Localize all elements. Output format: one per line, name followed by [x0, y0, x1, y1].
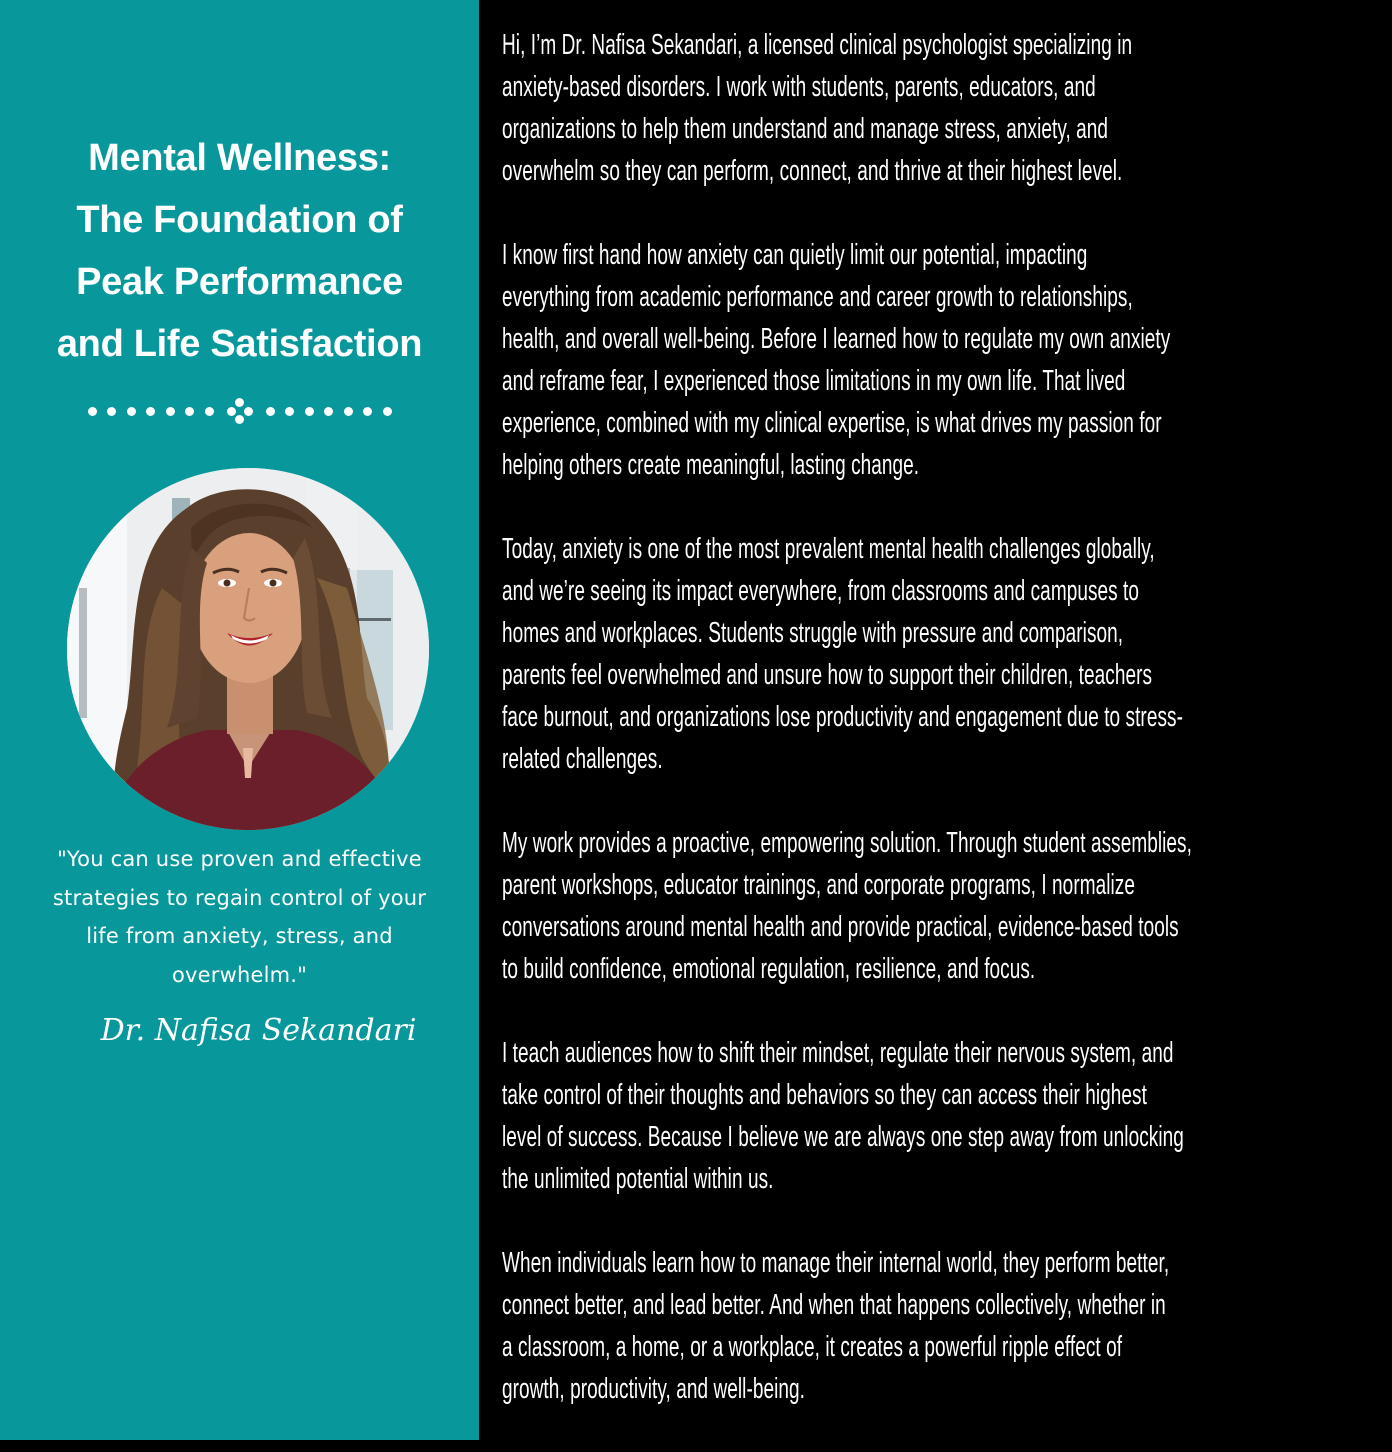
dot-icon: [383, 407, 392, 416]
bio-paragraph-solution: [502, 822, 1392, 990]
bio-line: I know first hand how anxiety can quietly limit our potential, impacting: [502, 239, 1088, 271]
bio-line: health, and overall well-being. Before I learned how to regulate my own anxiety: [502, 323, 1171, 355]
bio-line: and we’re seeing its impact everywhere, from classrooms and campuses to: [502, 575, 1140, 607]
ornamental-divider: [0, 396, 479, 426]
dot-icon: [107, 407, 116, 416]
bio-line: overwhelm so they can perform, connect, and thrive at their highest level.: [502, 155, 1123, 187]
quote-line: "You can use proven and effective: [57, 847, 422, 871]
bio-paragraph-impact: [502, 1242, 1392, 1410]
bio-paragraph-personal-experience: [502, 234, 1392, 486]
testimonial-quote: [0, 840, 479, 994]
bio-line: conversations around mental health and provide practical, evidence-based tools: [502, 911, 1179, 943]
bio-line: My work provides a proactive, empowering solution. Through student assemblies,: [502, 827, 1192, 859]
bio-line: take control of their thoughts and behaviors so they can access their highest: [502, 1079, 1147, 1111]
bio-line: Today, anxiety is one of the most prevalent mental health challenges globally,: [502, 533, 1155, 565]
bio-line: the unlimited potential within us.: [502, 1163, 774, 1195]
page-title: [0, 127, 479, 375]
bio-line: growth, productivity, and well-being.: [502, 1373, 805, 1405]
title-line: and Life Satisfaction: [56, 323, 423, 366]
bio-line: Hi, I’m Dr. Nafisa Sekandari, a licensed clinical psychologist specializing in: [502, 29, 1133, 61]
dot-icon: [88, 407, 97, 416]
title-line: The Foundation of: [76, 199, 403, 242]
dot-icon: [127, 407, 136, 416]
quote-line: overwhelm.": [171, 962, 308, 987]
bio-line: related challenges.: [502, 743, 663, 775]
bio-line: a classroom, a home, or a workplace, it creates a powerful ripple effect of: [502, 1331, 1123, 1363]
bio-line: homes and workplaces. Students struggle with pressure and comparison,: [502, 617, 1124, 649]
title-line: Peak Performance: [76, 261, 403, 304]
bio-text: [502, 24, 1392, 1452]
quote-line: strategies to regain control of your: [52, 885, 427, 910]
bio-paragraph-intro: [502, 24, 1392, 192]
bio-line: organizations to help them understand and manage stress, anxiety, and: [502, 113, 1109, 145]
bio-line: parent workshops, educator trainings, and corporate programs, I normalize: [502, 869, 1135, 901]
dot-icon: [344, 407, 353, 416]
bio-line: and reframe fear, I experienced those limitations in my own life. That lived: [502, 365, 1126, 397]
bio-paragraph-teaching: [502, 1032, 1392, 1200]
bio-line: face burnout, and organizations lose productivity and engagement due to stress-: [502, 701, 1183, 733]
bio-line: I teach audiences how to shift their mindset, regulate their nervous system, and: [502, 1037, 1174, 1069]
dot-icon: [285, 407, 294, 416]
title-line: Mental Wellness:: [88, 137, 391, 180]
dot-icon: [305, 407, 314, 416]
bio-line: When individuals learn how to manage their internal world, they perform better,: [502, 1247, 1170, 1279]
divider-dots-right: [266, 407, 392, 416]
bio-line: everything from academic performance and career growth to relationships,: [502, 281, 1133, 313]
left-panel: [0, 0, 479, 1440]
dot-icon: [266, 407, 275, 416]
bio-line: connect better, and lead better. And when that happens collectively, whether in: [502, 1289, 1166, 1321]
bio-paragraph-problem: [502, 528, 1392, 780]
divider-dots-left: [88, 407, 214, 416]
bio-line: helping others create meaningful, lasting change.: [502, 449, 920, 481]
quote-line: life from anxiety, stress, and: [86, 924, 393, 948]
bio-line: to build confidence, emotional regulation, resilience, and focus.: [502, 953, 1036, 985]
dot-icon: [166, 407, 175, 416]
bio-line: parents feel overwhelmed and unsure how to support their children, teachers: [502, 659, 1153, 691]
dot-icon: [205, 407, 214, 416]
bio-line: experience, combined with my clinical expertise, is what drives my passion for: [502, 407, 1162, 439]
four-petal-ornament-icon: [225, 396, 255, 426]
portrait-photo: [67, 468, 429, 830]
dot-icon: [324, 407, 333, 416]
bio-line: level of success. Because I believe we are always one step away from unlocking: [502, 1121, 1184, 1153]
signature: Dr. Nafisa Sekandari: [100, 1013, 417, 1048]
dot-icon: [363, 407, 372, 416]
bio-line: anxiety-based disorders. I work with students, parents, educators, and: [502, 71, 1096, 103]
dot-icon: [185, 407, 194, 416]
dot-icon: [146, 407, 155, 416]
